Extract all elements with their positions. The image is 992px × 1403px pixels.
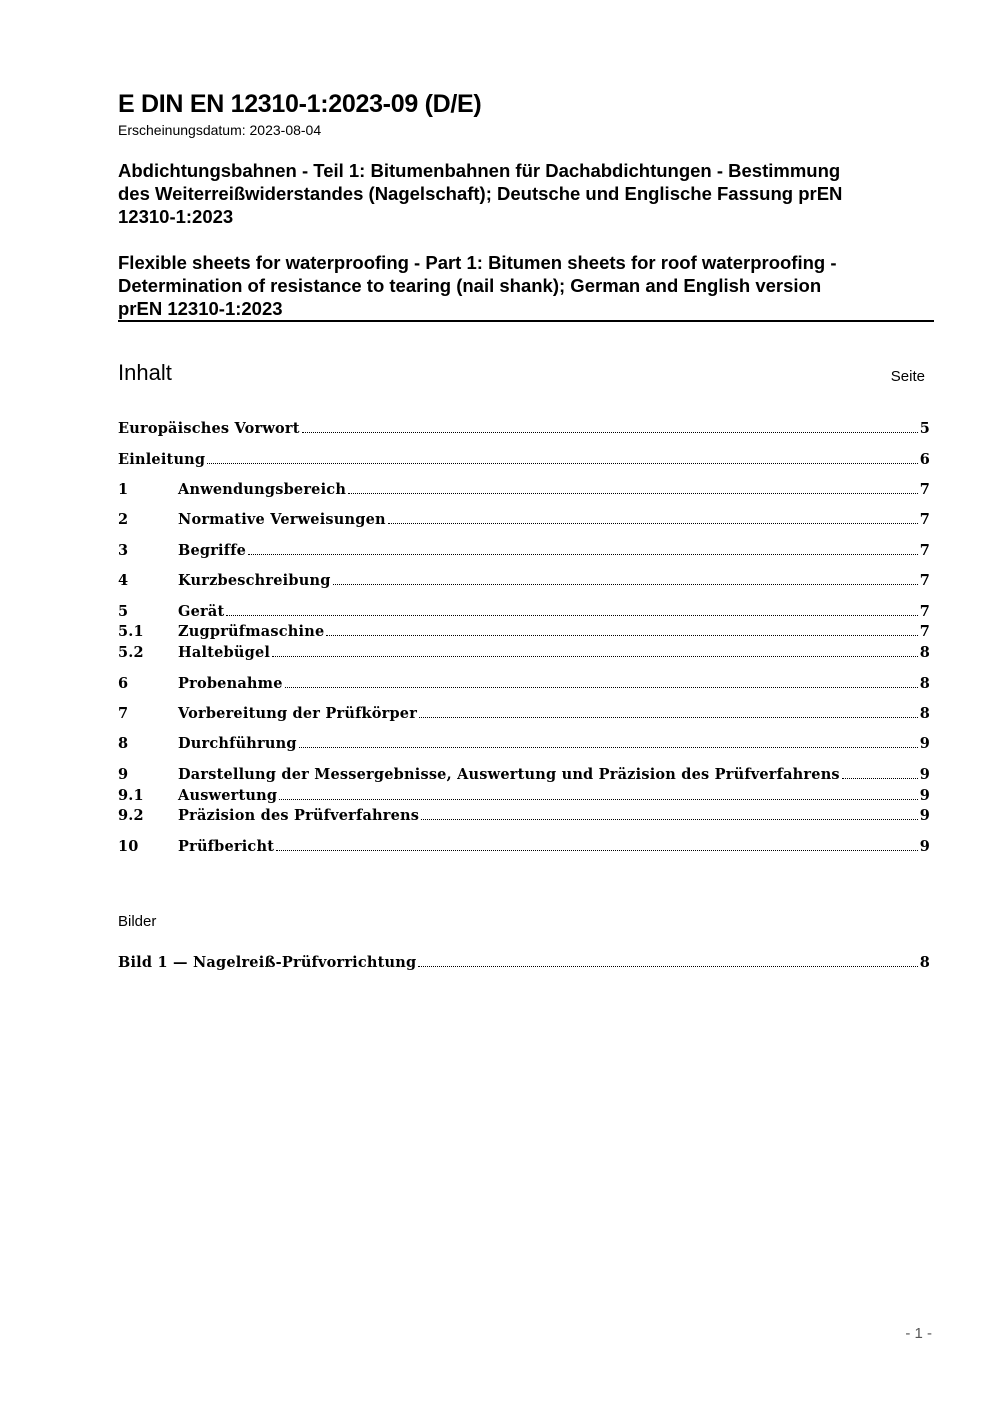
toc-entry-number: 8 (118, 735, 129, 752)
toc-entry-number: 9 (118, 766, 129, 783)
toc-entry-label: Durchführung (178, 735, 297, 752)
toc-entry[interactable] (118, 569, 930, 589)
toc-entry-label: Prüfbericht (178, 838, 275, 855)
toc-entry[interactable] (118, 417, 930, 437)
toc-entry-page: 6 (919, 451, 930, 468)
toc-entry-page: 7 (919, 623, 930, 640)
toc-page-label: Seite (890, 368, 925, 385)
toc-entry-label: Haltebügel (178, 644, 271, 661)
title-divider (118, 320, 934, 322)
toc-entry-label: Auswertung (178, 787, 278, 804)
toc-leader (348, 493, 918, 494)
figure-entry-label: Bild 1 — Nagelreiß-Prüfvorrichtung (118, 954, 417, 971)
toc-heading: Inhalt (118, 360, 172, 385)
toc-entry-number: 5.1 (118, 623, 144, 640)
toc-leader (302, 432, 918, 433)
toc-leader (842, 778, 918, 779)
toc-entry[interactable] (118, 784, 930, 804)
title-german-line: des Weiterreißwiderstandes (Nagelschaft); Deutsche und Englische Fassung prEN (118, 183, 843, 204)
toc-leader (388, 523, 918, 524)
toc-entry-page: 7 (919, 542, 930, 559)
title-german-line: Abdichtungsbahnen - Teil 1: Bitumenbahnen für Dachabdichtungen - Bestimmung (118, 160, 841, 181)
toc-leader (279, 799, 917, 800)
toc-entry-label: Gerät (178, 603, 225, 620)
toc-entry[interactable] (118, 641, 930, 661)
toc-leader (418, 966, 917, 967)
toc-entry-number: 9.2 (118, 807, 144, 824)
toc-entry-page: 7 (919, 603, 930, 620)
toc-leader (276, 850, 918, 851)
title-english-line: Flexible sheets for waterproofing - Part 1: Bitumen sheets for roof waterproofing - (118, 252, 837, 273)
toc-entry-label: Europäisches Vorwort (118, 420, 300, 437)
toc-entry-label: Probenahme (178, 675, 283, 692)
toc-entry[interactable] (118, 672, 930, 692)
toc-entry-label: Anwendungsbereich (178, 481, 347, 498)
toc-entry-page: 5 (919, 420, 930, 437)
toc-entry-page: 8 (919, 644, 930, 661)
toc-entry-page: 7 (919, 511, 930, 528)
figure-entry-page: 8 (919, 954, 930, 971)
toc-leader (272, 656, 918, 657)
toc-leader (326, 635, 917, 636)
toc-entry-number: 5 (118, 603, 129, 620)
toc-entry[interactable] (118, 508, 930, 528)
title-german-line: 12310-1:2023 (118, 206, 234, 227)
toc-leader (421, 819, 918, 820)
toc-entry-label: Präzision des Prüfverfahrens (178, 807, 420, 824)
toc-entry-page: 8 (919, 675, 930, 692)
toc-entry-label: Darstellung der Messergebnisse, Auswertung und Präzision des Prüfverfahrens (178, 766, 840, 783)
toc-entry-number: 10 (118, 838, 139, 855)
toc-entry[interactable] (118, 539, 930, 559)
toc-leader (207, 463, 917, 464)
toc-entry-label: Normative Verweisungen (178, 511, 386, 528)
toc-entry-label: Zugprüfmaschine (178, 623, 325, 640)
toc-leader (333, 584, 918, 585)
toc-entry-page: 9 (919, 787, 930, 804)
toc-entry-number: 1 (118, 481, 129, 498)
toc-entry[interactable] (118, 620, 930, 640)
toc-leader (419, 717, 918, 718)
toc-entry-page: 9 (919, 766, 930, 783)
title-english-line: prEN 12310-1:2023 (118, 298, 283, 319)
toc-entry-number: 3 (118, 542, 129, 559)
toc-entry[interactable] (118, 763, 930, 783)
toc-entry-label: Einleitung (118, 451, 206, 468)
toc-entry-page: 7 (919, 481, 930, 498)
toc-entry[interactable] (118, 732, 930, 752)
toc-entry-page: 8 (919, 705, 930, 722)
title-english-line: Determination of resistance to tearing (nail shank); German and English version (118, 275, 822, 296)
title-english (118, 251, 918, 320)
toc-entry[interactable] (118, 835, 930, 855)
toc-entry-label: Kurzbeschreibung (178, 572, 331, 589)
toc-entry-page: 7 (919, 572, 930, 589)
toc-leader (226, 615, 917, 616)
release-date: Erscheinungsdatum: 2023-08-04 (118, 122, 322, 138)
figure-entry[interactable] (118, 951, 930, 971)
toc-entry-label: Vorbereitung der Prüfkörper (178, 705, 418, 722)
toc-entry-number: 7 (118, 705, 129, 722)
toc-entry[interactable] (118, 600, 930, 620)
toc-leader (299, 747, 918, 748)
toc-entry-number: 9.1 (118, 787, 144, 804)
toc-entry-page: 9 (919, 807, 930, 824)
toc-entry-number: 4 (118, 572, 129, 589)
toc-entry-number: 5.2 (118, 644, 144, 661)
toc-leader (248, 554, 918, 555)
toc-entry[interactable] (118, 702, 930, 722)
toc-entry-page: 9 (919, 735, 930, 752)
figures-heading: Bilder (118, 913, 157, 930)
toc-entry-number: 6 (118, 675, 129, 692)
toc-entry[interactable] (118, 448, 930, 468)
toc-entry[interactable] (118, 804, 930, 824)
document-number: E DIN EN 12310-1:2023-09 (D/E) (118, 90, 482, 118)
title-german (118, 159, 918, 228)
toc-entry-label: Begriffe (178, 542, 247, 559)
toc-entry-page: 9 (919, 838, 930, 855)
toc-entry[interactable] (118, 478, 930, 498)
page-number: - 1 - (905, 1325, 932, 1342)
toc-leader (285, 687, 918, 688)
toc-entry-number: 2 (118, 511, 129, 528)
